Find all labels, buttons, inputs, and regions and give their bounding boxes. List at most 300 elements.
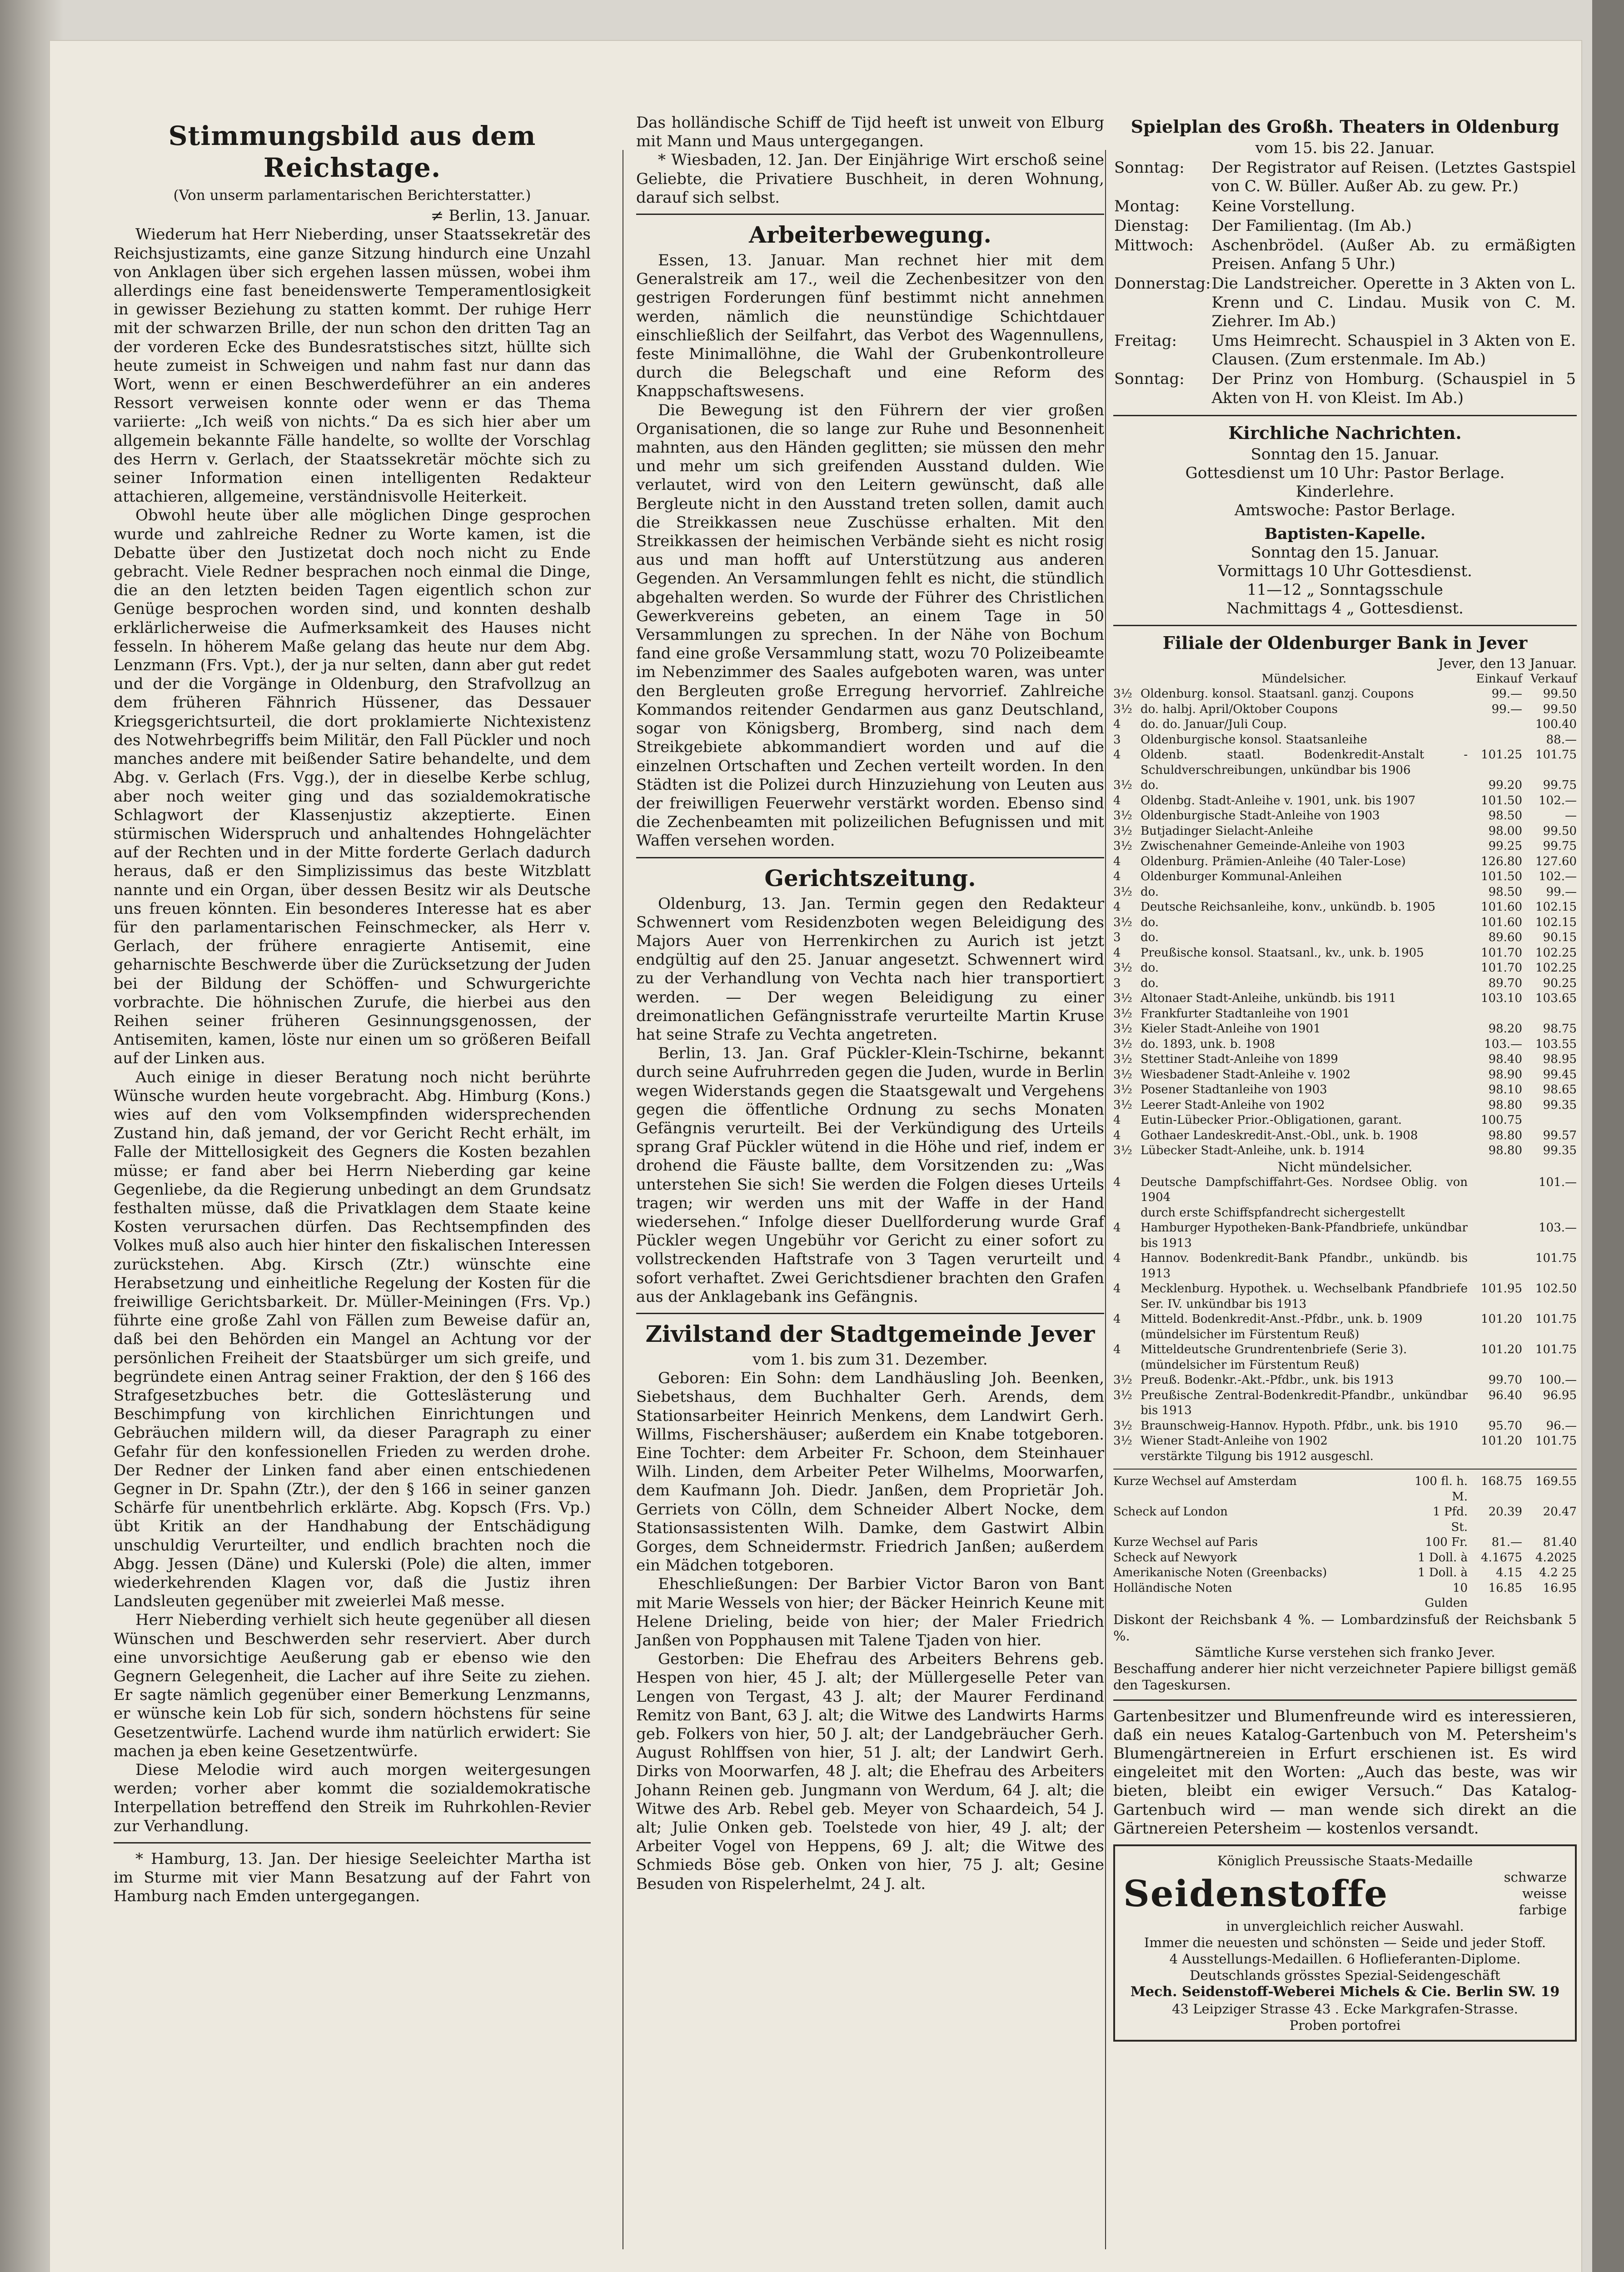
rates-note: Sämtliche Kurse verstehen sich franko Jever. [1195, 1644, 1495, 1660]
church-line: Amtswoche: Pastor Berlage. [1234, 501, 1456, 520]
rate-cell-c: 20.39 [1488, 1505, 1522, 1519]
program-text: Ums Heimrecht. Schauspiel in 3 Akten von E. Clausen. (Zum erstenmale. Im Ab.) [1211, 332, 1576, 369]
rate-cell-a: 3½ [1113, 1006, 1132, 1021]
program-row [1114, 332, 1576, 369]
program-day: Mittwoch: [1114, 236, 1194, 255]
rate-cell-d: 101.75 [1535, 1312, 1577, 1326]
rate-cell-d: 4.2 25 [1539, 1566, 1577, 1580]
rate-cell-c: 168.75 [1481, 1475, 1522, 1489]
rate-cell-b: Wiesbadener Stadt-Anleihe v. 1902 [1141, 1067, 1351, 1081]
rate-cell-d: 81.40 [1543, 1535, 1577, 1550]
rate-row [1113, 702, 1577, 717]
rate-cell-c: 98.80 [1488, 1128, 1522, 1142]
rates-note: Beschaffung anderer hier nicht verzeichneter Papiere billigst gemäß den Tageskursen. [1113, 1660, 1577, 1693]
program-day: Sonntag: [1114, 159, 1185, 177]
ad-line: 4 Ausstellungs-Medaillen. 6 Hoflieferanten-Diplome. [1169, 1951, 1521, 1967]
rate-cell-d: 102.— [1539, 793, 1577, 807]
rate-row [1113, 976, 1577, 992]
rate-cell-d: — [1565, 809, 1577, 823]
rate-cell-c: 98.50 [1488, 885, 1522, 899]
rate-cell-a: 3½ [1113, 824, 1132, 838]
rate-cell-d: 99.57 [1543, 1128, 1577, 1142]
news-holland: Das holländische Schiff de Tijd heeft ist unweit von Elburg mit Mann und Maus untergegangen. [636, 114, 1104, 151]
rate-cell-b: Butjadinger Sielacht-Anleihe [1141, 824, 1313, 838]
rate-cell-a: Kurze Wechsel auf Amsterdam [1113, 1475, 1297, 1489]
rate-row [1113, 991, 1577, 1006]
dateline: ≠ Berlin, 13. Januar. [430, 207, 591, 225]
rate-cell-a: 3½ [1113, 915, 1132, 929]
rate-cell-d: 99.50 [1543, 702, 1577, 716]
rate-cell-a: 3½ [1113, 809, 1132, 823]
divider [636, 1313, 1104, 1314]
rate-cell-a: Holländische Noten [1113, 1581, 1232, 1595]
rate-row [1113, 778, 1577, 793]
paragraph: Auch einige in dieser Beratung noch nicht berührte Wünsche wurden heute vorgebracht. Abg. Himburg (Kons.) wies auf den vom Volksempfinden widersprechenden Zustand hin, daß jemand, der vor Gericht Recht erhält, im Falle der Mittellosigkeit des Gegners die Kosten bezahlen müsse; er fand aber bei Herrn Nieberding gar keine Gegenliebe, da die Regierung unbedingt an dem Grundsatz festhalten müsse, daß die Privatklagen dem Staate keine Kosten verursachen dürfen. Das Rechtsempfinden des Volkes muß also auch hier hinter den fiskalischen Interessen zurückstehen. Abg. Kirsch (Ztr.) wünschte eine Herabsetzung und einheitliche Regelung der Kosten für die freiwillige Gerichtsbarkeit. Dr. Müller-Meiningen (Frs. Vp.) führte eine große Zahl von Fällen zum Beweise dafür an, daß bei den Behörden ein Mangel an Achtung vor der persönlichen Freiheit der Staatsbürger um sich greife, und begründete einen Antrag seiner Fraktion, der den § 166 des Strafgesetzbuches betr. die Gotteslästerung und Beschimpfung von kirchlichen Einrichtungen und Gebräuchen mildern will, da dieser Paragraph zu einer Gefahr für den konfessionellen Frieden zu werden drohe. Der Redner der Linken fand aber einen entschiedenen Gegner in Dr. Spahn (Ztr.), der den § 166 in seiner ganzen Schärfe für unentbehrlich erklärte. Abg. Kopsch (Frs. Vp.) übt Kritik an der Handhabung der Entschädigung unschuldig Verurteilter, und endlich brachten noch die Abgg. Jessen (Däne) und Kulerski (Pole) die alten, immer wiederkehrenden Klagen vor, daß die Justiz ihren Landsleuten gegenüber mit zweierlei Maß messe. [114, 1068, 591, 1611]
discount-note: Diskont der Reichsbank 4 %. — Lombardzinsfuß der Reichsbank 5 %. [1113, 1611, 1577, 1644]
rate-cell-d: 90.15 [1543, 931, 1577, 945]
rate-row [1113, 1581, 1577, 1611]
rate-row [1113, 1037, 1577, 1052]
rate-cell-a: 3½ [1113, 1388, 1132, 1402]
paragraph-geboren: Geboren: Ein Sohn: dem Landhäusling Joh. Beenken, Siebetshaus, dem Buchhalter Gerh. Arends, dem Stationsarbeiter Heinrich Menkens, dem Landwirt Gerh. Willms, Fischershäuser; außerdem ein Knabe totgeboren. Eine Tochter: dem Arbeiter Fr. Schoon, dem Steinhauer Wilh. Linden, dem Arbeiter Peter Wilhelms, Moorwarfen, dem Kaufmann Joh. Diedr. Janßen, dem Proprietär Joh. Gerriets von Cölln, dem Schneider Albert Nocke, dem Stationsassistenten Wilh. Damke, dem Gastwirt Albin Gorges, dem Schneidermstr. Friedrich Janßen; außerdem ein Mädchen totgeboren. [636, 1369, 1104, 1575]
rate-cell-b: Oldenbg. Stadt-Anleihe v. 1901, unk. bis 1907 [1141, 793, 1416, 807]
church-line: Vormittags 10 Uhr Gottesdienst. [1218, 562, 1472, 581]
rate-cell-b: Posener Stadtanleihe von 1903 [1141, 1083, 1327, 1097]
rate-cell-b: Oldenburger Kommunal-Anleihen [1141, 870, 1342, 884]
column-1 [114, 114, 591, 1906]
rate-cell-a: 4 [1113, 900, 1121, 914]
rate-cell-c [1468, 1175, 1522, 1206]
church-line: Sonntag den 15. Januar. [1250, 445, 1440, 463]
program-row [1114, 197, 1576, 216]
rate-cell-c: 16.85 [1488, 1581, 1522, 1595]
paragraph: Wiederum hat Herr Nieberding, unser Staatssekretär des Reichsjustizamts, eine ganze Sitzung hindurch eine Unzahl von Anklagen über sich ergehen lassen müssen, wobei ihm allerdings eine fast beneidenswerte Temperamentlosigkeit in gewisser Beziehung zu statten kommt. Der ruhige Herr mit der schwarzen Brille, der nun schon den dritten Tag an der vorderen Ecke des Bundesratstisches sitzt, hüllte sich heute zumeist in Schweigen und nahm fast nur dann das Wort, wenn er einen Beschwerdeführer an ein anderes Ressort verweisen konnte oder wenn er das Thema variierte: „Ich weiß von nichts.“ Da es sich hier aber um allgemein bekannte Fälle handelte, so wollte der Vorschlag des Herrn v. Gerlach, der Staatssekretär möchte sich zu seiner Information einen intelligenten Redakteur attachieren, allgemeine, verständnisvolle Heiterkeit. [114, 225, 591, 506]
program-text: Der Prinz von Homburg. (Schauspiel in 5 Akten von H. von Kleist. Im Ab.) [1211, 370, 1576, 407]
rate-cell-d: 20.47 [1543, 1505, 1577, 1519]
rate-cell-b: Mitteldeutsche Grundrentenbriefe (Serie 3). [1141, 1343, 1407, 1357]
rate-row [1113, 1052, 1577, 1067]
program-text: Aschenbrödel. (Außer Ab. zu ermäßigten Preisen. Anfang 5 Uhr.) [1211, 236, 1576, 274]
program-text: Der Familientag. (Im Ab.) [1211, 216, 1412, 235]
program-row [1114, 274, 1576, 331]
notice-gartenbesitzer: Gartenbesitzer und Blumenfreunde wird es interessieren, daß ein neues Katalog-Gartenbuch von M. Petersheim's Blumengärtnereien in Erfurt erschienen ist. Es wird eingeleitet mit den Worten: „Auch das beste, was wir bieten, bleibt ein ewiger Versuch.“ Das Katalog-Gartenbuch wird — man wende sich direkt an die Gärtnereien Petersheim — kostenlos versandt. [1113, 1707, 1577, 1838]
program-day: Donnerstag: [1114, 274, 1211, 293]
rate-cell-d: 98.75 [1543, 1022, 1577, 1036]
rate-cell-a: 4 [1113, 1343, 1121, 1357]
rate-row [1113, 854, 1577, 870]
church-line: 11—12 „ Sonntagsschule [1247, 581, 1443, 599]
column-rule-2 [1105, 150, 1106, 2249]
rate-cell-d: 88.— [1546, 732, 1577, 747]
exchange-table [1113, 1474, 1577, 1611]
rate-cell-b: do. [1141, 961, 1159, 975]
rate-cell-b: Kieler Stadt-Anleihe von 1901 [1141, 1022, 1321, 1036]
rate-row [1113, 1419, 1577, 1434]
rate-cell-a: 3½ [1113, 1022, 1132, 1036]
rate-cell-c [1468, 1358, 1522, 1373]
rate-cell-b: do. [1141, 976, 1159, 990]
rate-row [1113, 1358, 1577, 1373]
rate-cell-c: 101.20 [1481, 1434, 1522, 1448]
rate-cell-a: 3½ [1113, 778, 1132, 792]
rate-row [1113, 869, 1577, 885]
rate-cell-a: 4 [1113, 870, 1121, 884]
ad-line: in unvergleichlich reicher Auswahl. [1226, 1918, 1464, 1934]
rate-cell-d: 99.75 [1543, 778, 1577, 792]
rate-cell-d: 90.25 [1543, 976, 1577, 990]
rate-row [1113, 747, 1577, 778]
rate-cell-a: 4 [1113, 717, 1121, 732]
rate-cell-c: 96.40 [1488, 1388, 1522, 1402]
rate-cell-a: 3½ [1113, 1037, 1132, 1051]
scanner-edge [1592, 0, 1624, 2272]
program-row [1114, 217, 1576, 235]
ad-medal: Königlich Preussische Staats-Medaille [1217, 1853, 1473, 1869]
rate-cell-d: 101.75 [1535, 1251, 1577, 1266]
rate-row [1113, 961, 1577, 976]
program-day: Freitag: [1114, 332, 1177, 350]
rate-cell-d [1522, 1113, 1577, 1128]
rate-row [1113, 839, 1577, 854]
rate-cell-b: Braunschweig-Hannov. Hypoth. Pfdbr., unk. bis 1910 [1141, 1419, 1458, 1433]
rate-cell-d: 103.65 [1535, 992, 1577, 1006]
rate-cell-a: 4 [1113, 748, 1121, 762]
rate-row [1113, 1143, 1577, 1159]
rate-cell-b: do. [1141, 931, 1159, 945]
rate-row [1113, 1082, 1577, 1098]
ad-side: farbige [1519, 1902, 1567, 1918]
rate-cell-b: Oldenburgische Stadt-Anleihe von 1903 [1141, 809, 1380, 823]
program-day: Dienstag: [1114, 216, 1189, 235]
rate-row [1113, 1434, 1577, 1449]
program-row [1114, 370, 1576, 407]
column-2 [636, 114, 1104, 1893]
rate-row [1113, 1006, 1577, 1022]
rate-cell-a: Kurze Wechsel auf Paris [1113, 1535, 1258, 1550]
rate-cell-b: Oldenburg. konsol. Staatsanl. ganzj. Coupons [1141, 687, 1414, 701]
divider [636, 214, 1104, 215]
rate-cell-c: 89.60 [1488, 931, 1522, 945]
rate-cell-b: (mündelsicher im Fürstentum Reuß) [1141, 1327, 1360, 1341]
rate-cell-c: 126.80 [1481, 854, 1522, 868]
rate-cell-c: 101.60 [1481, 900, 1522, 914]
rate-cell-d: 169.55 [1535, 1475, 1577, 1489]
rate-cell-d: 99.50 [1543, 824, 1577, 838]
rate-cell-b: Stettiner Stadt-Anleihe von 1899 [1141, 1052, 1338, 1066]
rate-cell-a: 4 [1113, 1128, 1121, 1142]
rate-cell-c: 98.20 [1488, 1022, 1522, 1036]
rate-cell-b: do. halbj. April/Oktober Coupons [1141, 702, 1338, 716]
rate-cell-c: 4.15 [1496, 1566, 1522, 1580]
rate-cell-c: 99.25 [1488, 839, 1522, 853]
paragraph-gestorben: Gestorben: Die Ehefrau des Arbeiters Behrens geb. Hespen von hier, 45 J. alt; der Müllergeselle Peter van Lengen von Tergast, 43 J. alt; der Maurer Ferdinand Remitz von Bant, 63 J. alt; die Witwe des Landwirts Harms geb. Folkers von hier, 50 J. alt; der Landgebräucher Gerh. August Rohlffsen von hier, 51 J. alt; der Landwirt Gerh. Dirks von Moorwarfen, 48 J. alt; die Ehefrau des Arbeiters Johann Reinen geb. Jungmann von Werdum, 64 J. alt; die Witwe des Arb. Rebel geb. Meyer von Schaardeich, 54 J. alt; Julie Onken geb. Toelstede von hier, 49 J. alt; der Arbeiter Vogel von Heppens, 69 J. alt; die Witwe des Schmieds Böse geb. Onken von hier, 75 J. alt; Gesine Besuden von Rispelerhelmt, 24 J. alt. [636, 1650, 1104, 1893]
rate-cell-a [1113, 1358, 1141, 1373]
program-text: Die Landstreicher. Operette in 3 Akten von L. Krenn und C. Lindau. Musik von C. M. Ziehrer. Im Ab.) [1211, 274, 1576, 330]
rate-cell-b: Lübecker Stadt-Anleihe, unk. b. 1914 [1141, 1144, 1365, 1158]
rate-cell-a: 3½ [1113, 885, 1132, 899]
rate-row [1113, 1565, 1577, 1581]
ad-line: Immer die neuesten und schönsten — Seide und jeder Stoff. [1144, 1935, 1546, 1951]
rate-cell-d: 102.15 [1535, 900, 1577, 914]
news-hamburg: * Hamburg, 13. Jan. Der hiesige Seeleichter Martha ist im Sturme mit vier Mann Besatzung auf der Fahrt von Hamburg nach Emden untergegangen. [114, 1849, 591, 1906]
rate-cell-c [1468, 732, 1522, 748]
section-title-arbeiterbewegung: Arbeiterbewegung. [749, 221, 991, 249]
rate-cell-b: 1 Pfd. St. [1433, 1505, 1468, 1534]
advertisement-seidenstoffe [1113, 1844, 1577, 2042]
rate-cell-c: 99.— [1491, 702, 1522, 716]
rate-cell-c: 95.70 [1488, 1419, 1522, 1433]
rate-cell-d: 16.95 [1543, 1581, 1577, 1595]
rate-cell-d: 103.55 [1535, 1037, 1577, 1051]
section-title-spielplan: Spielplan des Großh. Theaters in Oldenburg [1131, 116, 1559, 137]
paragraph: Diese Melodie wird auch morgen weitergesungen werden; vorher aber kommt die sozialdemokratische Interpellation betreffend den Streik im Ruhrkohlen-Revier zur Verhandlung. [114, 1761, 591, 1835]
rate-cell-c: 103.— [1484, 1037, 1522, 1051]
column-header: Verkauf [1530, 672, 1577, 686]
rate-cell-a: 4 [1113, 1175, 1121, 1189]
church-line: Sonntag den 15. Januar. [1250, 543, 1440, 562]
theater-program [1113, 158, 1577, 409]
rate-cell-a: 3½ [1113, 687, 1132, 701]
divider [1113, 625, 1577, 626]
program-text: Keine Vorstellung. [1211, 197, 1355, 215]
rate-cell-a: 3½ [1113, 1098, 1132, 1112]
program-row [1114, 236, 1576, 274]
rate-cell-b: 1 Doll. à [1418, 1550, 1468, 1564]
baptist-title: Baptisten-Kapelle. [1264, 524, 1426, 543]
rate-row [1113, 1206, 1577, 1221]
rate-cell-a [1113, 1327, 1141, 1343]
rates-table-nicht-muendelsicher [1113, 1175, 1577, 1465]
rate-cell-d [1522, 1206, 1577, 1221]
rate-row [1113, 900, 1577, 915]
rate-cell-c: 81.— [1491, 1535, 1522, 1550]
rate-cell-c [1468, 1327, 1522, 1343]
rate-row [1113, 1067, 1577, 1083]
paragraph: Die Bewegung ist den Führern der vier großen Organisationen, die so lange zur Ruhe und Besonnenheit mahnten, aus den Händen geglitten; sie müssen den mehr und mehr um sich greifenden Ausstand dulden. Wie verlautet, wird von den Leitern gewünscht, daß alle Bergleute nicht in den Ausstand treten sollen, damit auch die Streikkassen neue Zuschüsse erhalten. Mit den Streikkassen der heimischen Verbände sieht es nicht rosig aus und man hofft auf Unterstützung aus anderen Gegenden. An Versammlungen fehlt es nicht, die stündlich abgehalten werden. So wurde der Führer des Christlichen Gewerkvereins gebeten, an einem Tage in 50 Versammlungen zu sprechen. In der Nähe von Bochum fand eine große Versammlung statt, wozu 70 Polizeibeamte im Nebenzimmer des Saales aufgeboten waren, was unter den Bergleuten große Erregung hervorrief. Zahlreiche Kommandos reitender Gendarmen aus ganz Deutschland, sogar von Königsberg, Bromberg, sind nach dem Streikgebiete abkommandiert worden und auf die einzelnen Ortschaften und Zechen verteilt worden. In den Städten ist die Polizei durch Hinzuziehung von Leuten aus der freiwilligen Feuerwehr verstärkt worden. Ebenso sind die Zechenbeamten mit polizeilichen Befugnissen und mit Waffen versehen worden. [636, 401, 1104, 850]
rate-cell-a: 3½ [1113, 1067, 1132, 1081]
rate-cell-d: 100.40 [1535, 717, 1577, 732]
rate-row [1113, 1113, 1577, 1128]
rate-cell-d: 100.— [1539, 1373, 1577, 1387]
rate-cell-c [1468, 717, 1522, 732]
program-text: Der Registrator auf Reisen. (Letztes Gastspiel von C. W. Büller. Außer Ab. zu gew. Pr.) [1211, 159, 1576, 196]
rate-cell-a: 4 [1113, 1282, 1121, 1296]
rate-row [1113, 1535, 1577, 1550]
rate-cell-c: 98.50 [1488, 809, 1522, 823]
rate-cell-b: Gothaer Landeskredit-Anst.-Obl., unk. b. 1908 [1141, 1128, 1418, 1142]
rate-cell-d [1522, 1327, 1577, 1343]
rate-cell-d: 103.— [1539, 1221, 1577, 1235]
section-title-bank: Filiale der Oldenburger Bank in Jever [1162, 632, 1528, 653]
rate-cell-a: 3 [1113, 976, 1121, 990]
rate-cell-b: do. [1141, 915, 1159, 929]
rate-row [1113, 1251, 1577, 1281]
paragraph: Herr Nieberding verhielt sich heute gegenüber all diesen Wünschen und Beschwerden sehr reserviert. Aber durch eine unvorsichtige Aeußerung gab er ebenso wie den Gegnern Gelegenheit, die Lacher auf ihre Seite zu ziehen. Er sagte nämlich gegenüber einer Bemerkung Lenzmanns, er wünsche kein Lob für sich, sondern höchstens für seine Gesetzentwürfe. Lachend wurde ihm natürlich erwidert: Sie machen ja eben keine Gesetzentwürfe. [114, 1611, 591, 1760]
rate-cell-b: Hannov. Bodenkredit-Bank Pfandbr., unkündb. bis 1913 [1141, 1251, 1468, 1280]
rate-cell-a: 3½ [1113, 839, 1132, 853]
rate-cell-c: 98.80 [1488, 1098, 1522, 1112]
rate-cell-b: verstärkte Tilgung bis 1912 ausgeschl. [1141, 1449, 1374, 1463]
rate-row [1113, 1221, 1577, 1251]
rate-cell-d: 96.— [1546, 1419, 1577, 1433]
article-title-reichstag: Stimmungsbild aus dem Reichstage. [168, 120, 536, 183]
rate-cell-b: 10 Gulden [1425, 1581, 1468, 1610]
rate-cell-c: 98.00 [1488, 824, 1522, 838]
rate-cell-a: 3½ [1113, 992, 1132, 1006]
rate-cell-d: 102.50 [1535, 1282, 1577, 1296]
rate-cell-c: 100.75 [1481, 1113, 1522, 1127]
ad-brand: Seidenstoffe [1123, 1872, 1389, 1915]
rate-cell-b: Preußische Zentral-Bodenkredit-Pfandbr., unkündbar bis 1913 [1141, 1388, 1468, 1418]
rate-cell-c [1468, 1449, 1522, 1465]
rate-cell-b: Preußische konsol. Staatsanl., kv., unk. b. 1905 [1141, 946, 1424, 960]
rate-row [1113, 1373, 1577, 1388]
rate-cell-c: 98.80 [1488, 1144, 1522, 1158]
rate-row [1113, 824, 1577, 839]
rate-cell-a: 4 [1113, 1312, 1121, 1326]
rate-cell-a: 4 [1113, 854, 1121, 868]
column-3 [1113, 114, 1577, 2042]
rate-cell-c: 4.1675 [1481, 1550, 1522, 1564]
rate-cell-c: 98.10 [1488, 1083, 1522, 1097]
rate-cell-d: 99.35 [1543, 1144, 1577, 1158]
divider [1113, 415, 1577, 416]
rate-row [1113, 946, 1577, 961]
rate-cell-a: 4 [1113, 1113, 1121, 1127]
rate-cell-a: 3 [1113, 931, 1121, 945]
bank-date: Jever, den 13 Januar. [1438, 655, 1577, 671]
divider [114, 1842, 591, 1844]
rate-cell-d: 99.45 [1543, 1067, 1577, 1081]
rate-cell-c: 98.90 [1488, 1067, 1522, 1081]
paragraph: Berlin, 13. Jan. Graf Pückler-Klein-Tschirne, bekannt durch seine Aufruhrreden gegen die Juden, wurde in Berlin wegen Widerstands gegen die Staatsgewalt und Vergehens gegen die öffentliche Ordnung zu sechs Monaten Gefängnis verurteilt. Bei der Verkündigung des Urteils sprang Graf Pückler wütend in die Höhe und rief, indem er drohend die Fäuste ballte, dem Vorsitzenden zu: „Was unterstehen Sie sich! Sie werden die Folgen dieses Urteils tragen; wir werden uns mit der Waffe in der Hand wiedersehen.“ Infolge dieser Duellforderung wurde Graf Pückler wegen Ungebühr vor Gericht zu einer sofort zu vollstreckenden Haftstrafe von 3 Tagen verurteilt und sofort verhaftet. Zwei Gerichtsdiener brachten den Grafen aus der Anklagebank ins Gefängnis. [636, 1044, 1104, 1306]
program-day: Sonntag: [1114, 370, 1185, 389]
rate-row [1113, 1281, 1577, 1312]
divider [636, 857, 1104, 858]
rates-table-header [1113, 672, 1577, 687]
church-line: Kinderlehre. [1295, 483, 1395, 501]
rate-cell-b: 100 Fr. [1425, 1535, 1468, 1550]
ad-line: Proben portofrei [1289, 2018, 1401, 2033]
rate-cell-b: Preuß. Bodenkr.-Akt.-Pfdbr., unk. bis 1913 [1141, 1373, 1394, 1387]
rate-row [1113, 1327, 1577, 1343]
section-subtitle: vom 15. bis 22. Januar. [1255, 139, 1435, 157]
ad-company: Mech. Seidenstoff-Weberei Michels & Cie. Berlin SW. 19 [1130, 1984, 1560, 2000]
rate-cell-a: 4 [1113, 1221, 1121, 1235]
rate-cell-a [1113, 1449, 1141, 1465]
rate-cell-b: Oldenburgische konsol. Staatsanleihe [1141, 732, 1367, 747]
rate-cell-c: 98.40 [1488, 1052, 1522, 1066]
rate-cell-c [1468, 1251, 1522, 1281]
rate-cell-b: Oldenburg. Prämien-Anleihe (40 Taler-Lose) [1141, 854, 1406, 868]
rate-cell-b: Wiener Stadt-Anleihe von 1902 [1141, 1434, 1328, 1448]
section-title-zivilstand: Zivilstand der Stadtgemeinde Jever [645, 1320, 1095, 1347]
rate-cell-b: do. [1141, 778, 1159, 792]
rate-cell-a: Amerikanische Noten (Greenbacks) [1113, 1566, 1327, 1580]
rate-cell-a: 3 [1113, 732, 1121, 747]
rate-cell-c: 101.70 [1481, 961, 1522, 975]
article-subtitle: (Von unserm parlamentarischen Berichterstatter.) [173, 187, 531, 204]
rate-cell-d: 98.65 [1543, 1083, 1577, 1097]
paragraph: Obwohl heute über alle möglichen Dinge gesprochen wurde und zahlreiche Redner zu Worte kamen, ist die Debatte über den Justizetat doch noch nicht zu Ende gebracht. Viele Redner besprachen noch einmal die Dinge, die an den letzten beiden Tagen eigentlich schon zur Genüge besprochen worden sind, und konnten deshalb erklärlicherweise die Aufmerksamkeit des Hauses nicht fesseln. In höherem Maße gelang das heute nur dem Abg. Lenzmann (Frs. Vpt.), der ja nur selten, dann aber gut redet und der die Vorgänge in Oldenburg, den Strafvollzug an dem früheren Fähnrich Hüssener, das Dessauer Kriegsgerichtsurteil, die dort proklamierte Nichtexistenz des Notwehrbegriffs beim Militär, den Fall Pückler und noch manches andere mit beißender Satire behandelte, und dem Abg. v. Gerlach (Frs. Vgg.), der in dieselbe Kerbe schlug, aber noch weiter ging und das sozialdemokratische Schlagwort der Klassenjustiz akzeptierte. Einen stürmischen Widerspruch und anhaltendes Hohngelächter auf der Rechten und in der Mitte forderte Gerlach dadurch heraus, daß er den Simplizissimus das beste Witzblatt nannte und ein Organ, über dessen Besitz wir als Deutsche uns freuen könnten. Ein besonderes Interesse hat es aber für den parlamentarischen Feinschmecker, als Herr v. Gerlach, der frühere enragierte Antisemit, eine geharnischte Beschwerde über die Zurücksetzung der Juden bei der Bildung der Schöffen- und Schwurgerichte vorbrachte. Die höhnischen Zurufe, die hierbei aus den Reihen seiner früheren Gesinnungsgenossen, der Antisemiten, kamen, löste nur einen um so größeren Beifall auf der Linken aus. [114, 506, 591, 1068]
rate-cell-b: Hamburger Hypotheken-Bank-Pfandbriefe, unkündbar bis 1913 [1141, 1221, 1468, 1250]
ad-address: 43 Leipziger Strasse 43 . Ecke Markgrafen-Strasse. [1172, 2001, 1518, 2017]
rate-row [1113, 687, 1577, 702]
rate-cell-a: 3½ [1113, 1052, 1132, 1066]
rate-cell-d: 102.— [1539, 870, 1577, 884]
rate-cell-c: 89.70 [1488, 976, 1522, 990]
rate-row [1113, 885, 1577, 900]
rate-cell-a: 3½ [1113, 1083, 1132, 1097]
program-day: Montag: [1114, 197, 1180, 215]
rate-row [1113, 808, 1577, 824]
ad-side: schwarze [1504, 1869, 1567, 1885]
rate-row [1113, 732, 1577, 748]
rate-cell-c: 101.70 [1481, 946, 1522, 960]
rate-cell-d: 101.— [1539, 1175, 1577, 1189]
rate-row [1113, 1342, 1577, 1358]
rate-cell-c: 101.50 [1481, 870, 1522, 884]
rate-cell-d [1522, 1358, 1577, 1373]
rate-cell-b: (mündelsicher im Fürstentum Reuß) [1141, 1358, 1360, 1372]
rate-row [1113, 717, 1577, 732]
rate-cell-b: 100 fl. h. M. [1415, 1475, 1468, 1504]
rate-cell-a [1113, 1206, 1141, 1221]
rate-cell-d: 101.75 [1535, 1343, 1577, 1357]
rate-row [1113, 1388, 1577, 1419]
rate-cell-d: 4.2025 [1535, 1550, 1577, 1564]
paragraph-eheschliessungen: Eheschließungen: Der Barbier Victor Baron von Bant mit Marie Wessels von hier; der Bäcker Heinrich Keune mit Helene Drieling, beide von hier; der Maler Friedrich Janßen von Popphausen mit Talene Tjaden von hier. [636, 1575, 1104, 1650]
rate-cell-b: do. [1141, 885, 1159, 899]
rate-cell-b: Zwischenahner Gemeinde-Anleihe von 1903 [1141, 839, 1405, 853]
rate-row [1113, 1312, 1577, 1327]
rate-cell-c: 99.70 [1488, 1373, 1522, 1387]
rate-cell-d [1522, 1006, 1577, 1022]
ad-line: Deutschlands grösstes Spezial-Seidengeschäft [1190, 1968, 1500, 1983]
section-title-gerichtszeitung: Gerichtszeitung. [764, 864, 976, 892]
rate-row [1113, 915, 1577, 931]
rate-cell-c: 101.20 [1481, 1343, 1522, 1357]
rate-row [1113, 1175, 1577, 1206]
rate-cell-d: 102.25 [1535, 961, 1577, 975]
rate-cell-d: 98.95 [1543, 1052, 1577, 1066]
rate-cell-d: 96.95 [1543, 1388, 1577, 1402]
rate-row [1113, 1505, 1577, 1535]
divider [1113, 1699, 1577, 1701]
rate-cell-a: 3½ [1113, 1419, 1132, 1433]
rate-cell-d: 99.50 [1543, 687, 1577, 701]
paragraph: Essen, 13. Januar. Man rechnet hier mit dem Generalstreik am 17., weil die Zechenbesitzer von den gestrigen Forderungen fünf bestimmt nicht annehmen werden, nämlich die neunstündige Schichtdauer einschließlich der Seilfahrt, das Verbot des Wagennullens, feste Minimallöhne, die Wahl der Grubenkontrolleure durch die Belegschaft und eine Reform des Knappschaftswesens. [636, 251, 1104, 401]
rate-cell-c: 101.20 [1481, 1312, 1522, 1326]
rate-cell-c [1468, 1221, 1522, 1251]
rate-cell-d [1522, 1449, 1577, 1465]
rate-cell-a: 4 [1113, 1251, 1121, 1266]
rate-row [1113, 1550, 1577, 1566]
rate-cell-d: 101.75 [1535, 1434, 1577, 1448]
rate-cell-c [1468, 1206, 1522, 1221]
rate-cell-d: 102.15 [1535, 915, 1577, 929]
rate-cell-a: 3½ [1113, 1373, 1132, 1387]
rate-cell-d: 99.75 [1543, 839, 1577, 853]
rate-cell-a: Scheck auf London [1113, 1505, 1228, 1519]
rate-row [1113, 1449, 1577, 1465]
rate-cell-a: 4 [1113, 793, 1121, 807]
rate-cell-a: Scheck auf Newyork [1113, 1550, 1237, 1564]
rate-row [1113, 1098, 1577, 1113]
rate-cell-c: 103.10 [1481, 992, 1522, 1006]
rate-cell-c: 99.— [1491, 687, 1522, 701]
rate-cell-b: Deutsche Dampfschiffahrt-Ges. Nordsee Oblig. von 1904 [1141, 1175, 1468, 1205]
